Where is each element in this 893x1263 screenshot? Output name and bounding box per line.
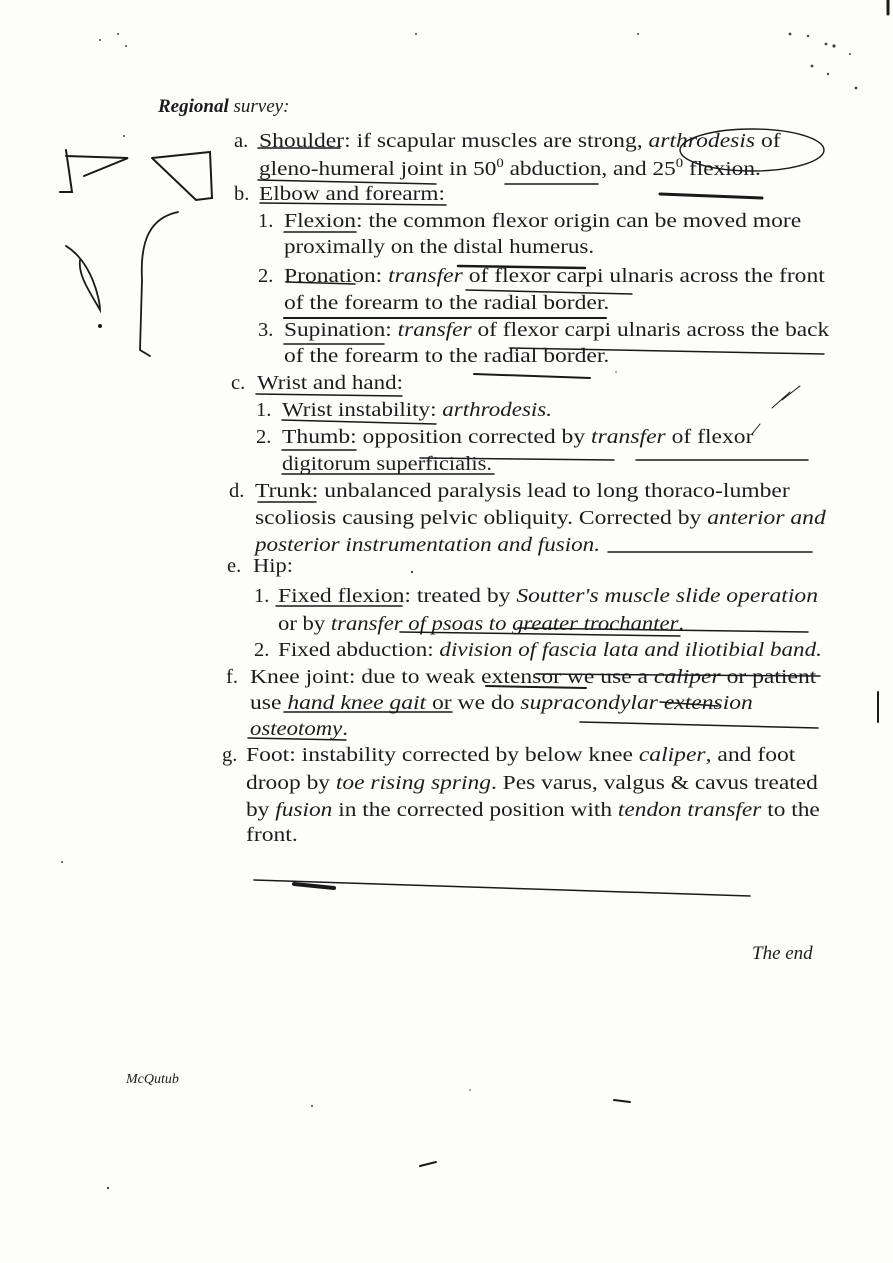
text-run: abduction, and 25 (503, 158, 676, 180)
text-run: . Pes varus, valgus & cavus treated (490, 772, 818, 794)
italic-term: arthrodesis (648, 130, 756, 152)
item-label: 2. (258, 265, 274, 287)
italic-term: osteotomy (250, 718, 343, 740)
margin-doodle-triangle-left (60, 150, 128, 192)
item-label: 1. (256, 399, 272, 421)
text-run: in the corrected position with (332, 799, 618, 821)
item-label: a. (234, 130, 249, 152)
item-line (284, 208, 801, 235)
text-run: of flexor carpi ulnaris across the front (462, 265, 825, 287)
text-run: Knee joint: due to weak extensor we use a (250, 666, 654, 688)
text-run: gleno-humeral joint in 50 (259, 158, 497, 180)
text-run: 0 (675, 155, 684, 171)
item-line (250, 690, 753, 717)
italic-term: transfer (591, 426, 666, 448)
item-label: f. (226, 666, 238, 688)
text-run: to the (761, 799, 820, 821)
text-run: of the forearm to the radial border. (284, 345, 610, 367)
section-heading (158, 96, 289, 118)
item-line (278, 637, 822, 664)
margin-doodle-hook (66, 246, 100, 310)
text-run: by (246, 799, 276, 821)
text-run: Pronation: (284, 265, 389, 287)
text-run: Elbow and forearm: (259, 183, 445, 205)
italic-term: Soutter's muscle slide operation (516, 585, 818, 607)
item-label: g. (222, 744, 238, 766)
item-line (257, 370, 403, 397)
italic-term: anterior and (707, 507, 826, 529)
item-line (278, 583, 818, 610)
stray-mark (614, 1100, 630, 1102)
item-label: 2. (254, 639, 270, 661)
text-run: droop by (246, 772, 336, 794)
tick-marks (772, 386, 800, 408)
text-run: Trunk: unbalanced paralysis lead to long thoraco-lumber (255, 480, 790, 502)
italic-term: transfer (397, 319, 472, 341)
italic-term: caliper (653, 666, 721, 688)
end-text: The end (752, 943, 813, 964)
text-run: scoliosis causing pelvic obliquity. Corrected by (255, 507, 708, 529)
text-run: Fixed flexion: treated by (278, 585, 517, 607)
text-run: Wrist and hand: (257, 372, 404, 394)
text-run: of the forearm to the radial border. (284, 292, 610, 314)
text-run: Wrist instability: (282, 399, 443, 421)
text-run: flexion. (683, 158, 761, 180)
text-run: 0 (496, 155, 504, 171)
margin-doodle-triangle-right (152, 152, 212, 200)
item-label: b. (234, 183, 250, 205)
item-label: e. (227, 555, 242, 577)
item-line (284, 290, 609, 317)
text-run: Hip: (253, 555, 293, 577)
text-run: , and foot (705, 744, 796, 766)
text-run: of flexor (665, 426, 754, 448)
italic-term: transfer (388, 265, 463, 287)
margin-dot (99, 325, 102, 328)
italic-term: posterior instrumentation and fusion. (255, 534, 600, 556)
italic-term: tendon transfer (617, 799, 762, 821)
item-line (246, 742, 795, 769)
text-run: or by (278, 613, 331, 635)
text-run: Shoulder: if scapular muscles are strong, (259, 130, 649, 152)
item-line (278, 611, 684, 638)
item-line (255, 532, 600, 559)
item-label: c. (231, 372, 246, 394)
text-run: . (678, 613, 685, 635)
heading-rest: survey: (228, 96, 290, 117)
text-run: digitorum superficialis. (282, 453, 493, 475)
text-run: Flexion: the common flexor origin can be moved more (284, 210, 802, 232)
italic-term: toe rising spring (335, 772, 491, 794)
text-run: . (342, 718, 348, 740)
text-run: proximally on the distal humerus. (284, 236, 595, 258)
text-run: of flexor carpi ulnaris across the back (471, 319, 830, 341)
item-line (284, 317, 829, 344)
italic-term: fusion (275, 799, 333, 821)
text-run: Fixed abduction: (278, 639, 440, 661)
italic-term: supracondylar extension (520, 692, 753, 714)
author-signature: McQutub (126, 1072, 179, 1087)
item-label: 1. (258, 210, 274, 232)
text-run: use (250, 692, 288, 714)
item-line (284, 263, 825, 290)
item-label: d. (229, 480, 245, 502)
item-line (259, 128, 781, 155)
item-line (250, 664, 816, 691)
text-run: or we do (426, 692, 521, 714)
item-line (255, 478, 790, 505)
stray-mark-bottom (420, 1162, 436, 1166)
item-line (250, 716, 348, 743)
text-run: Supination: (284, 319, 398, 341)
item-label: 3. (258, 319, 274, 341)
item-label: 2. (256, 426, 272, 448)
item-line (282, 424, 753, 451)
italic-term: transfer of psoas to greater trochanter (330, 613, 679, 635)
italic-term: hand knee gait (287, 692, 427, 714)
item-line (259, 156, 761, 183)
italic-term: arthrodesis. (442, 399, 553, 421)
text-run: front. (246, 824, 298, 846)
item-line (284, 234, 594, 261)
item-line (282, 397, 552, 424)
item-line (246, 797, 820, 824)
text-run: or patient (720, 666, 817, 688)
item-line (282, 451, 492, 478)
item-line (253, 553, 293, 580)
item-line (246, 822, 298, 849)
item-label: 1. (254, 585, 270, 607)
heading-bold: Regional (158, 96, 229, 117)
item-line (284, 343, 609, 370)
italic-term: caliper (638, 744, 706, 766)
text-run: Foot: instability corrected by below knee (246, 744, 639, 766)
item-line (259, 181, 445, 208)
margin-doodle-bracket (140, 212, 178, 356)
text-run: Thumb: opposition corrected by (282, 426, 592, 448)
italic-term: division of fascia lata and iliotibial band. (439, 639, 822, 661)
item-line (255, 505, 826, 532)
item-line (246, 770, 818, 797)
text-run: of (755, 130, 781, 152)
